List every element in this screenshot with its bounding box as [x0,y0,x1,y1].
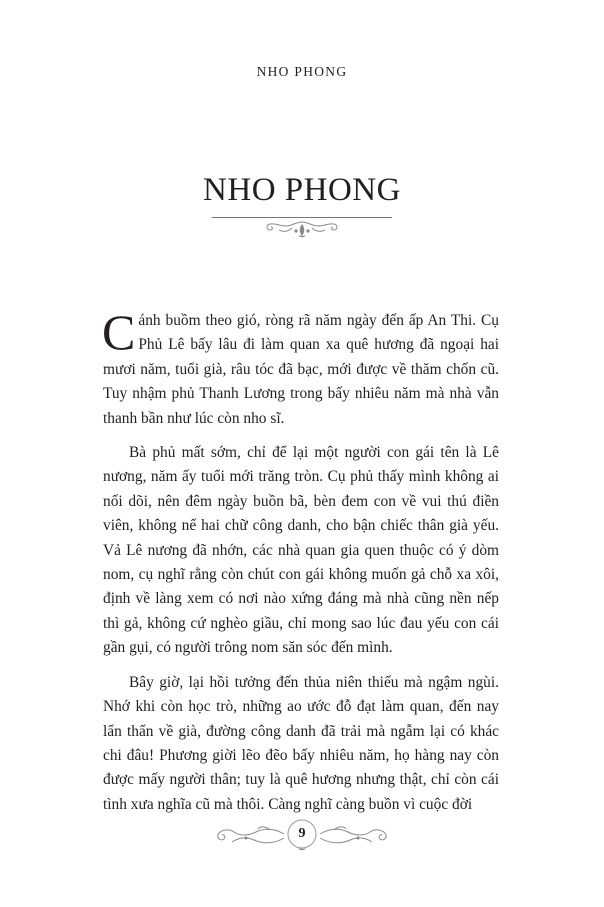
title-flourish-icon [262,218,342,240]
page-number: 9 [298,826,306,841]
running-head: NHO PHONG [256,64,348,79]
paragraph-1 [102,304,499,431]
paragraph-3: Bây giờ, lại hồi tưởng đến thủa niên thiếu mà ngậm ngùi. Nhớ khi còn học trò, những ao ước đỗ đạt làm quan, đến nay lẩn thẩn về già, đường công danh đã trải mà ngẫm lại có khác chi đâu! Phương giời lẽo đẽo bấy nhiêu năm, họ hàng nay còn được mấy người thân; tuy là quê hương nhưng thật, chỉ còn cái tình xưa nghĩa cũ mà thôi. Càng nghĩ càng buồn vì cuộc đời [103,673,499,813]
body-text [102,304,499,827]
paragraph-1-text: ánh buồm theo gió, ròng rã năm ngày đến ấp An Thi. Cụ Phủ Lê bấy lâu đi làm quan xa quê hương đã ngoại hai mươi năm, tuổi già, râu tóc đã bạc, mới được về thăm chốn cũ. Tuy nhậm phủ Thanh Lương trong bấy nhiêu năm mà nhà vẫn thanh bần như lúc còn nho sĩ. [103,312,499,427]
drop-cap: C [102,304,136,360]
chapter-title: NHO PHONG [203,172,401,208]
paragraph-2: Bà phủ mất sớm, chỉ để lại một người con gái tên là Lê nương, năm ấy tuổi mới trăng tròn. Cụ phủ thấy mình không ai nối dõi, nên đêm ngày buồn bã, bèn đem con về vui thú điền viên, không nể hai chữ công danh, cho bận chiếc thân già yếu. Vả Lê nương đã nhớn, các nhà quan gia quen thuộc có ý dòm nom, cụ nghĩ rằng còn chút con gái không muốn gả chỗ xa xôi, định về làng xem có nơi nào xứng đáng mà nhà cũng nền nếp thì gả, không cứ nghèo giầu, chỉ mong sao lúc đau yếu con cái gần gụi, có người trông nom săn sóc đến mình. [103,444,499,657]
